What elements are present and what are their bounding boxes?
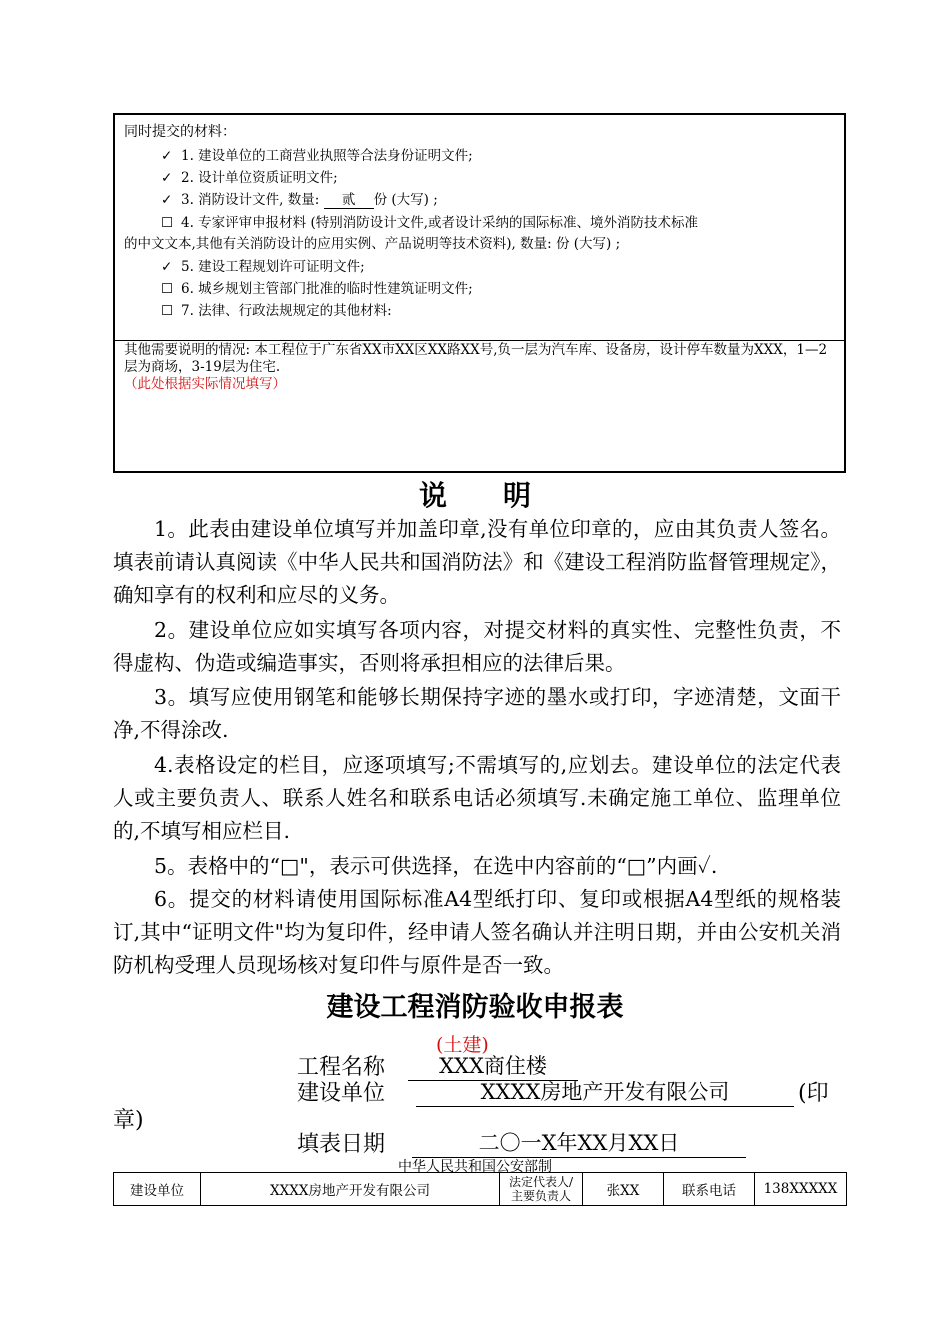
table-cell[interactable]: 138XXXXX <box>755 1173 847 1206</box>
table-cell: 联系电话 <box>664 1173 755 1206</box>
explanation-paragraph-5: 5。表格中的“□"，表示可供选择，在选中内容前的“□”内画✓. <box>154 854 718 878</box>
other-note: （此处根据实际情况填写） <box>124 376 286 392</box>
explanation-paragraph-3: 3。填写应使用钢笔和能够长期保持字迹的墨水或打印，字迹清楚，文面干净,不得涂改. <box>113 685 841 742</box>
check-icon[interactable]: ✓ <box>161 259 173 275</box>
date-label: 填表日期 <box>297 1132 386 1157</box>
unit-value[interactable]: XXXX房地产开发有限公司 <box>416 1076 794 1107</box>
other-notes <box>124 342 836 393</box>
form-title: 建设工程消防验收申报表 <box>326 992 624 1023</box>
check-icon[interactable]: ✓ <box>161 192 173 208</box>
explanation-paragraph-6: 6。提交的材料请使用国际标准A4型纸打印、复印或根据A4型纸的规格装订,其中“证明文件"均为复印件，经申请人签名确认并注明日期，并由公安机关消防机构受理人员现场核对复印件与原件是否一致。 <box>113 887 841 977</box>
material-item-4: ☐ 4. 专家评审申报材料 (特别消防设计文件,或者设计采纳的国际标准、境外消防技术标准 <box>161 215 699 231</box>
material-item-1: ✓ 1. 建设单位的工商营业执照等合法身份证明文件; <box>161 148 473 164</box>
table-cell[interactable]: XXXX房地产开发有限公司 <box>201 1173 500 1206</box>
other-label: 其他需要说明的情况: <box>124 342 255 358</box>
material-item-6: ☐ 6. 城乡规划主管部门批准的临时性建筑证明文件; <box>161 281 473 297</box>
checkbox-icon[interactable]: ☐ <box>161 281 174 297</box>
material-item-4-continued: 的中文文本,其他有关消防设计的应用实例、产品说明等技术资料), 数量: 份 (大写) ; <box>124 236 621 252</box>
explanation-title: 说明 <box>418 479 587 512</box>
project-name-value[interactable]: XXX商住楼 <box>408 1050 578 1081</box>
materials-title: 同时提交的材料： <box>124 124 236 140</box>
explanation-paragraph-4: 4.表格设定的栏目，应逐项填写;不需填写的,应划去。建设单位的法定代表人或主要负责人、联系人姓名和联系电话必须填写.未确定施工单位、监理单位的,不填写相应栏目. <box>113 753 841 843</box>
box-divider <box>115 340 844 341</box>
table-cell: 建设单位 <box>114 1173 201 1206</box>
checkbox-icon[interactable]: ☐ <box>161 215 174 231</box>
quantity-value: 贰 <box>324 188 374 209</box>
applicant-info-table <box>113 1172 847 1206</box>
seal-close: 章) <box>113 1108 144 1133</box>
checkbox-icon[interactable]: ☐ <box>161 303 174 319</box>
check-icon[interactable]: ✓ <box>161 148 173 164</box>
check-icon[interactable]: ✓ <box>161 170 173 186</box>
table-cell: 法定代表人/ 主要负责人 <box>500 1173 583 1206</box>
other-text: 本工程位于广东省XX市XX区XX路XX号,负一层为汽车库、设备房，设计停车数量为XXX，1—2层为商场，3-19层为住宅. <box>124 342 828 375</box>
material-item-3: ✓ 3. 消防设计文件, 数量: 贰 份 (大写) ; <box>161 188 438 209</box>
form-subtitle: (土建) <box>436 1034 489 1056</box>
material-item-7: ☐ 7. 法律、行政法规规定的其他材料: <box>161 303 392 319</box>
table-cell[interactable]: 张XX <box>583 1173 664 1206</box>
material-item-2: ✓ 2. 设计单位资质证明文件; <box>161 170 338 186</box>
material-item-5: ✓ 5. 建设工程规划许可证明文件; <box>161 259 365 275</box>
materials-box <box>113 113 846 473</box>
seal-open: (印 <box>798 1081 829 1106</box>
table-row <box>114 1173 847 1206</box>
date-value[interactable]: 二〇一X年XX月XX日 <box>412 1127 746 1158</box>
explanation-paragraph-1: 1。此表由建设单位填写并加盖印章,没有单位印章的，应由其负责人签名。填表前请认真阅读《中华人民共和国消防法》和《建设工程消防监督管理规定》，确知享有的权利和应尽的义务。 <box>113 517 841 607</box>
explanation-paragraph-2: 2。建设单位应如实填写各项内容，对提交材料的真实性、完整性负责，不得虚构、伪造或编造事实，否则将承担相应的法律后果。 <box>113 618 841 675</box>
ministry-note: 中华人民共和国公安部制 <box>398 1159 552 1175</box>
project-name-label: 工程名称 <box>297 1055 386 1080</box>
unit-label: 建设单位 <box>297 1081 386 1106</box>
